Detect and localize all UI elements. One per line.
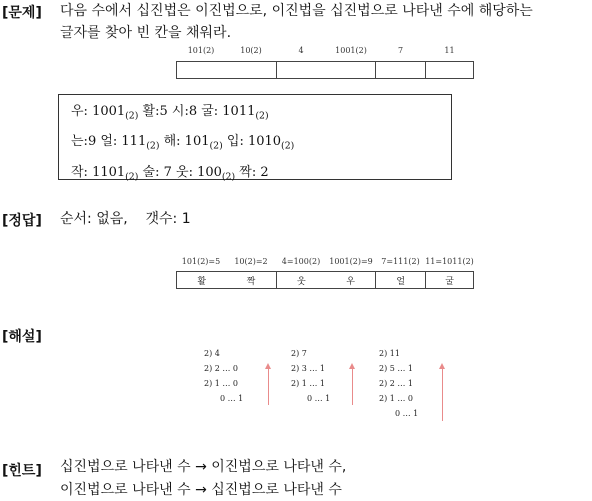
header-cell: 10(2)=2 [234, 257, 268, 266]
clue-text: 짝: 2 [235, 164, 269, 180]
header-cell: 1001(2) [335, 46, 367, 55]
answer-tag: [정답] [2, 213, 42, 229]
answer-table-headers [176, 257, 474, 266]
answer-group [177, 272, 276, 288]
hint-tag: [힌트] [2, 463, 42, 479]
header-cell: 10(2) [240, 46, 262, 55]
blank-cell[interactable] [375, 62, 425, 78]
division-row: 2) 7 [291, 349, 307, 358]
blank-cell[interactable] [177, 62, 276, 78]
problem-table-headers [176, 46, 474, 55]
answer-cell: 짝 [246, 276, 256, 287]
division-row: 0 … 1 [307, 394, 331, 403]
clue-sub: (2) [255, 110, 269, 122]
clue-text: 술: 7 웃: 100 [138, 164, 222, 180]
explanation-tag: [해설] [2, 329, 42, 345]
problem-line-1: 다음 수에서 십진법은 이진법으로, 이진법을 십진법으로 나타낸 수에 해당하는 [60, 3, 533, 19]
header-cell: 4 [298, 46, 304, 55]
answer-group [375, 272, 425, 288]
blank-cell[interactable] [425, 62, 473, 78]
answer-cell: 굴 [445, 276, 454, 287]
division-row: 2) 2 … 1 [379, 379, 414, 388]
division-row: 2) 5 … 1 [379, 364, 414, 373]
problem-tag: [문제] [2, 5, 42, 21]
problem-blank-table [176, 61, 474, 79]
answer-table [176, 271, 474, 289]
header-cell: 7 [397, 46, 404, 55]
clue-line-2 [71, 129, 439, 159]
clue-line-3 [71, 160, 439, 190]
answer-group [425, 272, 473, 288]
clue-sub: (2) [125, 110, 139, 122]
clue-box [58, 94, 452, 180]
clue-sub: (2) [146, 140, 160, 152]
arrow-up-icon [352, 365, 353, 405]
hint-line-1: 십진법으로 나타낸 수 → 이진법으로 나타낸 수, [60, 459, 347, 475]
clue-sub: (2) [209, 140, 223, 152]
header-cell: 1001(2)=9 [329, 257, 373, 266]
clue-sub: (2) [281, 140, 295, 152]
division-11 [379, 346, 418, 421]
division-row: 2) 11 [379, 349, 400, 358]
header-cell: 4=100(2) [281, 257, 321, 266]
header-cell: 11 [444, 46, 455, 55]
division-row: 2) 3 … 1 [291, 364, 326, 373]
division-7 [291, 346, 330, 406]
clue-sub: (2) [221, 170, 236, 182]
clue-sub: (2) [125, 170, 139, 182]
answer-group [276, 272, 376, 288]
arrow-up-icon [442, 365, 443, 421]
answer-cell: 웃 [296, 276, 306, 287]
clue-text: 우: 1001 [71, 104, 126, 119]
header-cell: 101(2) [187, 46, 215, 55]
division-row: 2) 1 … 0 [379, 394, 414, 403]
header-cell: 7=111(2) [381, 257, 420, 266]
clue-line-1 [71, 99, 439, 129]
clue-text: 해: 101 [159, 134, 210, 150]
answer-cell: 얼 [396, 276, 406, 287]
hint-line-2: 이진법으로 나타낸 수 → 십진법으로 나타낸 수 [60, 482, 342, 498]
problem-line-2: 글자를 찾아 빈 칸을 채워라. [60, 25, 232, 41]
header-cell: 11=1011(2) [425, 257, 474, 266]
division-row: 2) 2 … 0 [204, 364, 239, 373]
arrow-up-icon [268, 365, 269, 405]
answer-text: 순서: 없음, 갯수: 1 [60, 211, 191, 227]
division-row: 0 … 1 [395, 409, 419, 418]
answer-cell: 우 [346, 276, 355, 287]
clue-text: 활:5 시:8 굴: 1011 [138, 104, 256, 119]
blank-cell[interactable] [276, 62, 376, 78]
answer-cell: 활 [197, 276, 207, 287]
header-cell: 101(2)=5 [181, 257, 221, 266]
division-row: 2) 4 [204, 349, 220, 358]
clue-text: 입: 1010 [222, 134, 282, 150]
division-row: 2) 1 … 1 [291, 379, 326, 388]
division-row: 2) 1 … 0 [204, 379, 239, 388]
division-row: 0 … 1 [220, 394, 244, 403]
clue-text: 작: 1101 [71, 164, 126, 180]
clue-text: 는:9 얼: 111 [71, 134, 147, 150]
division-4 [204, 346, 243, 406]
